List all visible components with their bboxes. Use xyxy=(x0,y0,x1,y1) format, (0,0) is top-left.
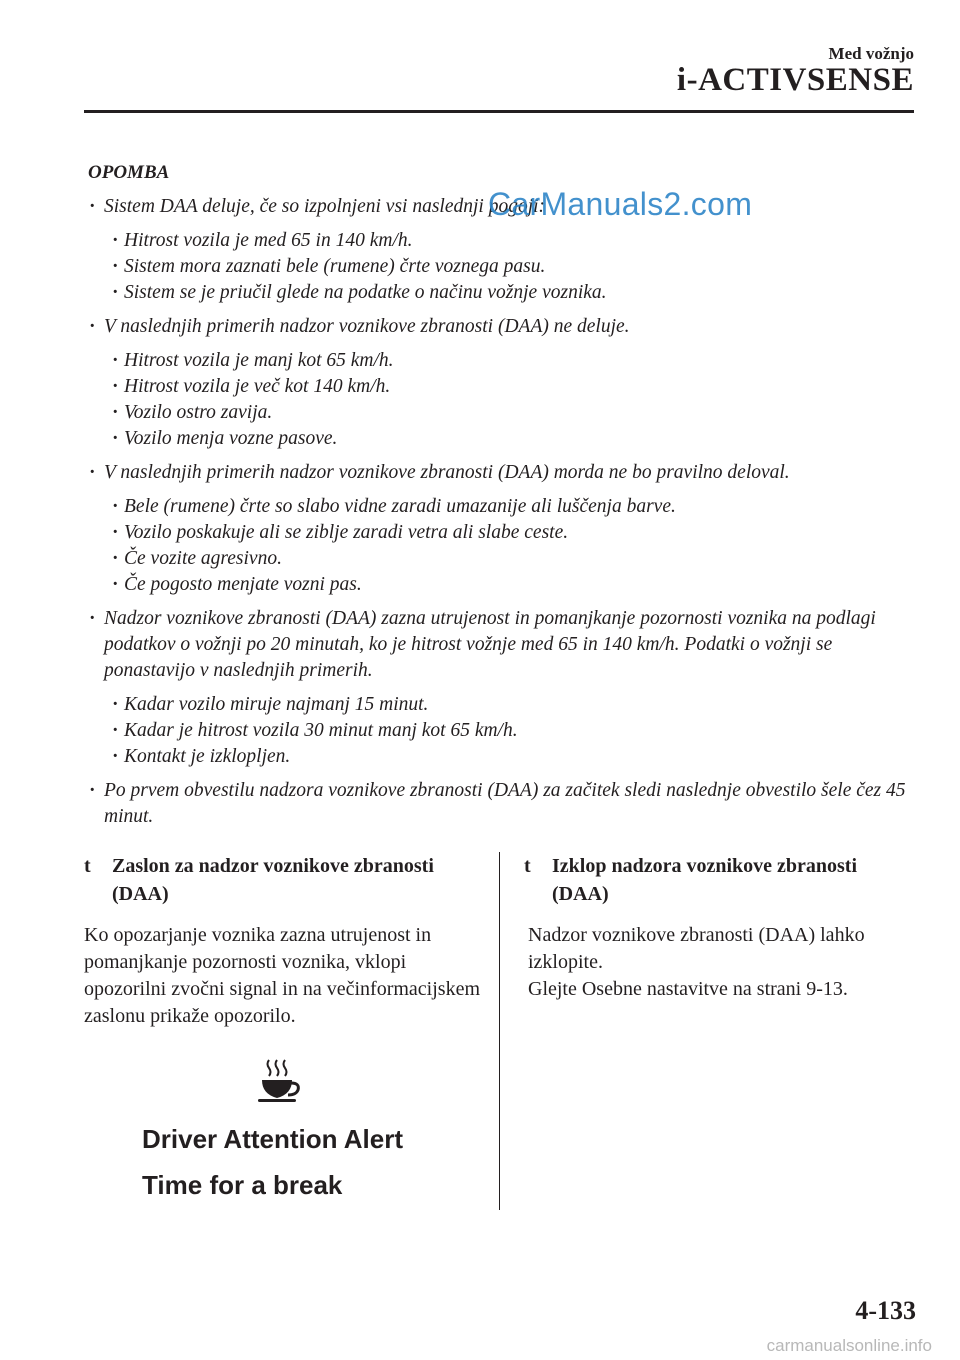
note-item: · V naslednjih primerih nadzor voznikove zbranosti (DAA) morda ne bo pravilno deloval. xyxy=(88,460,920,486)
page-number: 4-133 xyxy=(855,1296,916,1325)
note-title: OPOMBA xyxy=(88,162,170,183)
note-subitem: · Vozilo ostro zavija. xyxy=(112,400,920,426)
note-item: · Po prvem obvestilu nadzora voznikove zbranosti (DAA) za začitek sledi naslednje obvestilo šele čez 45 minut. xyxy=(88,778,920,830)
section-paragraph: Ko opozarjanje voznika zazna utrujenost in pomanjkanje pozornosti voznika, vklopi opozorilni zvočni signal in na večinformacijskem zaslonu prikaže opozorilo. xyxy=(84,924,480,1027)
note-subitem: · Vozilo menja vozne pasove. xyxy=(112,426,920,452)
note-subitem: · Hitrost vozila je več kot 140 km/h. xyxy=(112,374,920,400)
note-subitem: · Hitrost vozila je manj kot 65 km/h. xyxy=(112,348,920,374)
alert-display xyxy=(84,1058,484,1208)
heading-text: Izklop nadzora voznikove zbranosti (DAA) xyxy=(552,855,858,905)
note-item: · Sistem DAA deluje, če so izpolnjeni vsi naslednji pogoji: xyxy=(88,194,920,220)
heading-text: Zaslon za nadzor voznikove zbranosti (DAA) xyxy=(112,855,434,905)
alert-message: Time for a break xyxy=(142,1170,343,1200)
right-section xyxy=(524,852,916,1003)
section-paragraph: Nadzor voznikove zbranosti (DAA) lahko izklopite. xyxy=(528,924,865,973)
footer-url: carmanualsonline.info xyxy=(766,1336,932,1355)
note-item: · V naslednjih primerih nadzor voznikove zbranosti (DAA) ne deluje. xyxy=(88,314,920,340)
note-subitem: · Če pogosto menjate vozni pas. xyxy=(112,572,920,598)
note-block xyxy=(88,160,920,838)
header-rule xyxy=(84,110,914,113)
note-subitem: · Če vozite agresivno. xyxy=(112,546,920,572)
note-item: · Nadzor voznikove zbranosti (DAA) zazna utrujenost in pomanjkanje pozornosti voznika na podlagi podatkov o vožnji po 20 minutah, ko je hitrost vožnje med 65 in 140 km/h. Podatki o vožnji se ponastavijo v naslednjih primerih. xyxy=(88,606,920,684)
section-name: Med vožnjo xyxy=(828,44,914,63)
note-sublist xyxy=(88,348,920,452)
column-divider xyxy=(499,852,500,1210)
heading-marker: t xyxy=(84,855,91,877)
note-subitem: · Hitrost vozila je med 65 in 140 km/h. xyxy=(112,228,920,254)
note-subitem: · Sistem mora zaznati bele (rumene) črte voznega pasu. xyxy=(112,254,920,280)
note-subitem: · Bele (rumene) črte so slabo vidne zaradi umazanije ali luščenja barve. xyxy=(112,494,920,520)
note-subitem: · Kadar je hitrost vozila 30 minut manj kot 65 km/h. xyxy=(112,718,920,744)
note-subitem: · Kontakt je izklopljen. xyxy=(112,744,920,770)
note-sublist xyxy=(88,228,920,306)
watermark: CarManuals2.com xyxy=(488,186,753,222)
section-heading xyxy=(84,852,484,908)
left-section xyxy=(84,852,484,1030)
alert-title: Driver Attention Alert xyxy=(142,1124,403,1154)
section-paragraph: Glejte Osebne nastavitve na strani 9-13. xyxy=(528,978,848,1000)
note-subitem: · Kadar vozilo miruje najmanj 15 minut. xyxy=(112,692,920,718)
chapter-title: i-ACTIVSENSE xyxy=(676,62,914,98)
section-heading xyxy=(524,852,916,908)
note-subitem: · Sistem se je priučil glede na podatke o načinu vožnje voznika. xyxy=(112,280,920,306)
note-sublist xyxy=(88,494,920,598)
note-subitem: · Vozilo poskakuje ali se ziblje zaradi vetra ali slabe ceste. xyxy=(112,520,920,546)
coffee-cup-icon xyxy=(254,1058,304,1104)
note-sublist xyxy=(88,692,920,770)
heading-marker: t xyxy=(524,855,531,877)
